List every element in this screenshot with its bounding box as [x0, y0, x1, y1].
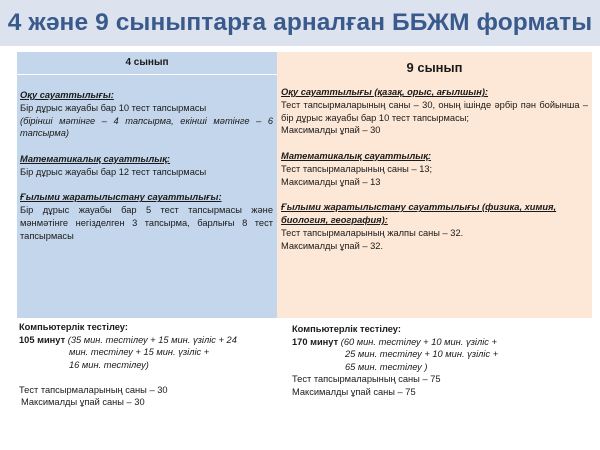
section-score: Максималды ұпай – 32.: [281, 240, 384, 251]
section-title: Ғылыми жаратылыстану сауаттылығы:: [20, 192, 222, 203]
grade-4-header: 4 сынып: [17, 52, 277, 75]
section-text: Тест тапсырмаларының жалпы саны – 32.: [281, 227, 464, 238]
section-title: Ғылыми жаратылыстану сауаттылығы (физика, химия, биология, география):: [281, 202, 557, 225]
section-text: Бір дұрыс жауабы бар 10 тест тапсырмасы: [20, 102, 207, 113]
testing-count: Тест тапсырмаларының саны – 75: [292, 374, 441, 384]
title-band: [0, 0, 600, 46]
format-table: [17, 52, 592, 318]
testing-duration: 105 минут: [19, 334, 66, 345]
section-text: Бір дұрыс жауабы бар 5 тест тапсырмасы және мәнмәтінге негізделген 3 тапсырма, барлығы 8 тест тапсырмасы: [20, 205, 273, 241]
testing-max: Максималды ұпай саны – 75: [292, 386, 416, 397]
testing-detail: 65 мин. тестілеу ): [345, 361, 428, 372]
grade-4-testing-info: [19, 321, 284, 409]
grade-4-math-section: [20, 153, 273, 179]
section-text: Тест тапсырмаларының саны – 13;: [281, 163, 433, 174]
section-title: Математикалық сауаттылық:: [281, 150, 432, 161]
testing-max: Максималды ұпай саны – 30: [21, 397, 145, 407]
grade-4-science-section: [20, 191, 273, 242]
grade-9-column: [277, 52, 592, 318]
grade-9-testing-info: [292, 323, 592, 398]
testing-detail: (35 мин. тестілеу + 15 мин. үзіліс + 24: [67, 334, 237, 345]
section-text: Тест тапсырмаларының саны – 30, оның ішінде әрбір пән бойынша – бір дұрыс жауабы бар 10 тест тапсырмасы;: [281, 99, 588, 123]
section-text: Бір дұрыс жауабы бар 12 тест тапсырмасы: [20, 166, 207, 177]
grade-9-science-section: [281, 201, 588, 252]
testing-heading: Компьютерлік тестілеу:: [19, 322, 128, 332]
section-title: Оқу сауаттылығы (қазақ, орыс, ағылшын):: [281, 87, 489, 97]
testing-duration: 170 минут: [292, 336, 339, 347]
grade-4-reading-section: [20, 89, 273, 140]
grade-9-math-section: [281, 150, 588, 188]
grade-9-reading-section: [281, 86, 588, 137]
testing-detail: мин. тестілеу + 15 мин. үзіліс +: [69, 347, 210, 357]
section-score: Максималды ұпай – 13: [281, 176, 381, 187]
section-title: Математикалық сауаттылық:: [20, 153, 171, 164]
testing-detail: 25 мин. тестілеу + 10 мин. үзіліс +: [345, 349, 499, 359]
grade-9-header: 9 сынып: [406, 60, 463, 76]
testing-detail: (60 мин. тестілеу + 10 мин. үзіліс +: [340, 336, 497, 347]
page-title: 4 және 9 сыныптарға арналған ББЖМ форматы: [7, 9, 593, 36]
section-title: Оқу сауаттылығы:: [20, 90, 114, 100]
section-score: Максималды ұпай – 30: [281, 125, 381, 136]
section-note: (бірінші мәтінге – 4 тапсырма, екінші мәтінге – 6 тапсырма): [20, 115, 273, 139]
grade-4-column: [17, 52, 277, 318]
testing-count: Тест тапсырмаларының саны – 30: [19, 384, 168, 395]
testing-heading: Компьютерлік тестілеу:: [292, 324, 401, 334]
testing-detail: 16 мин. тестілеу): [69, 359, 149, 370]
